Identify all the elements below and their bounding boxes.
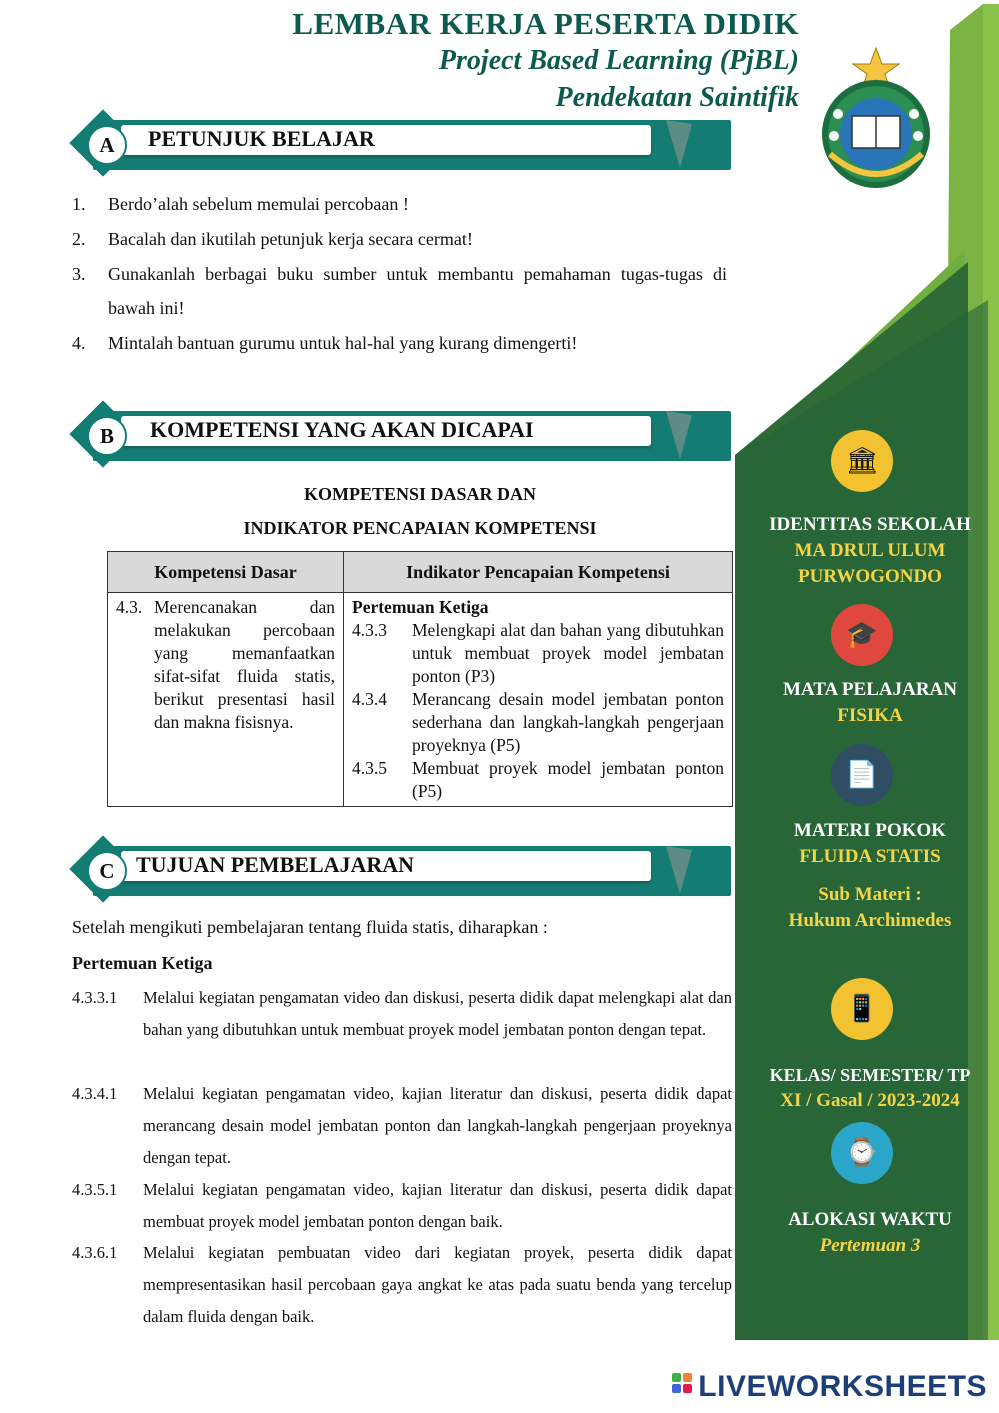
ipk-title: Pertemuan Ketiga — [352, 597, 489, 617]
worksheet-subtitle-approach: Pendekatan Saintifik — [555, 82, 799, 113]
tujuan-item: 4.3.4.1 Melalui kegiatan pengamatan video, kajian literatur dan diskusi, peserta didik dapat merancang desain model jembatan ponton dan langkah-langkah pengerjaan proyeknya dengan tepat. — [72, 1084, 732, 1167]
kelas-label: KELAS/ SEMESTER/ TP — [769, 1065, 971, 1085]
section-a-letter: A — [87, 125, 127, 165]
section-c-banner — [73, 838, 733, 902]
section-b-title: KOMPETENSI YANG AKAN DICAPAI — [150, 417, 534, 442]
tujuan-item: 4.3.6.1 Melalui kegiatan pembuatan video dari kegiatan proyek, peserta didik dapat mempresentasikan hasil percobaan gaya angkat ke atas pada suatu benda yang tercelup dalam fluida dengan baik. — [72, 1243, 732, 1326]
section-a-title: PETUNJUK BELAJAR — [148, 126, 375, 151]
petunjuk-item: 2. Bacalah dan ikutilah petunjuk kerja secara cermat! — [72, 229, 473, 249]
materi-value: FLUIDA STATIS — [799, 846, 941, 867]
alokasi-value: Pertemuan 3 — [819, 1235, 921, 1256]
ipk-item: 4.3.5 Membuat proyek model jembatan ponton (P5) — [352, 758, 724, 801]
ipk-item: 4.3.3 Melengkapi alat dan bahan yang dibutuhkan untuk membuat proyek model jembatan ponton (P3) — [352, 620, 724, 686]
liveworksheets-mark-icon — [672, 1373, 694, 1399]
section-b-letter: B — [87, 416, 127, 456]
sub-materi-label: Sub Materi : — [818, 884, 922, 905]
kd-column-header: Kompetensi Dasar — [108, 552, 344, 593]
liveworksheets-text: LIVEWORKSHEETS — [698, 1370, 987, 1403]
school-name-line1: MA DRUL ULUM — [794, 540, 946, 561]
school-emblem-logo — [808, 44, 944, 190]
kd-cell — [108, 593, 344, 807]
tujuan-item: 4.3.3.1 Melalui kegiatan pengamatan video dan diskusi, peserta didik dapat melengkapi alat dan bahan yang dibutuhkan untuk membuat proyek model jembatan ponton dengan tepat. — [72, 988, 732, 1039]
phone-icon: 📱 — [831, 978, 893, 1040]
kd-heading-line1: KOMPETENSI DASAR DAN — [303, 484, 537, 504]
liveworksheets-logo — [672, 1370, 987, 1404]
kd-heading-line2: INDIKATOR PENCAPAIAN KOMPETENSI — [243, 518, 597, 538]
mapel-value: FISIKA — [837, 705, 903, 726]
sub-materi-value: Hukum Archimedes — [788, 910, 952, 931]
section-c-title: TUJUAN PEMBELAJARAN — [136, 852, 415, 877]
tujuan-heading: Pertemuan Ketiga — [72, 953, 213, 973]
kompetensi-table — [107, 551, 733, 807]
petunjuk-item: 4. Mintalah bantuan gurumu untuk hal-hal yang kurang dimengerti! — [72, 333, 578, 353]
tujuan-intro: Setelah mengikuti pembelajaran tentang fluida statis, diharapkan : — [72, 917, 548, 937]
petunjuk-item: 1. Berdo’alah sebelum memulai percobaan ! — [72, 194, 409, 214]
tujuan-item: 4.3.5.1 Melalui kegiatan pengamatan video, kajian literatur dan diskusi, peserta didik dapat membuat proyek model jembatan ponton dengan baik. — [72, 1180, 732, 1231]
section-a-banner — [73, 112, 733, 176]
kelas-value: XI / Gasal / 2023-2024 — [780, 1090, 960, 1111]
graduation-computer-icon: 🎓 — [831, 604, 893, 666]
school-building-icon: 🏛 — [831, 430, 893, 492]
worksheet-subtitle-model: Project Based Learning (PjBL) — [438, 45, 799, 76]
ipk-column-header: Indikator Pencapaian Kompetensi — [344, 552, 733, 593]
ipk-item: 4.3.4 Merancang desain model jembatan ponton sederhana dan langkah-langkah pengerjaan proyeknya (P5) — [352, 689, 724, 755]
mapel-label: MATA PELAJARAN — [783, 679, 957, 700]
alokasi-label: ALOKASI WAKTU — [788, 1209, 952, 1230]
section-b-banner — [73, 403, 733, 467]
materi-label: MATERI POKOK — [793, 820, 947, 841]
kd-text: Merencanakan dan melakukan percobaan yang memanfaatkan sifat-sifat fluida statis, berikut presentasi hasil dan makna fisisnya. — [154, 597, 335, 732]
document-icon: 📄 — [831, 744, 893, 806]
kd-number: 4.3. — [116, 597, 143, 617]
school-name-line2: PURWOGONDO — [798, 566, 942, 587]
identitas-label: IDENTITAS SEKOLAH — [769, 514, 971, 535]
watch-icon: ⌚ — [831, 1122, 893, 1184]
petunjuk-item: 3. Gunakanlah berbagai buku sumber untuk membantu pemahaman tugas-tugas di bawah ini! — [72, 264, 727, 318]
worksheet-title: LEMBAR KERJA PESERTA DIDIK — [292, 6, 799, 41]
section-c-letter: C — [87, 851, 127, 891]
ipk-cell — [344, 593, 733, 807]
